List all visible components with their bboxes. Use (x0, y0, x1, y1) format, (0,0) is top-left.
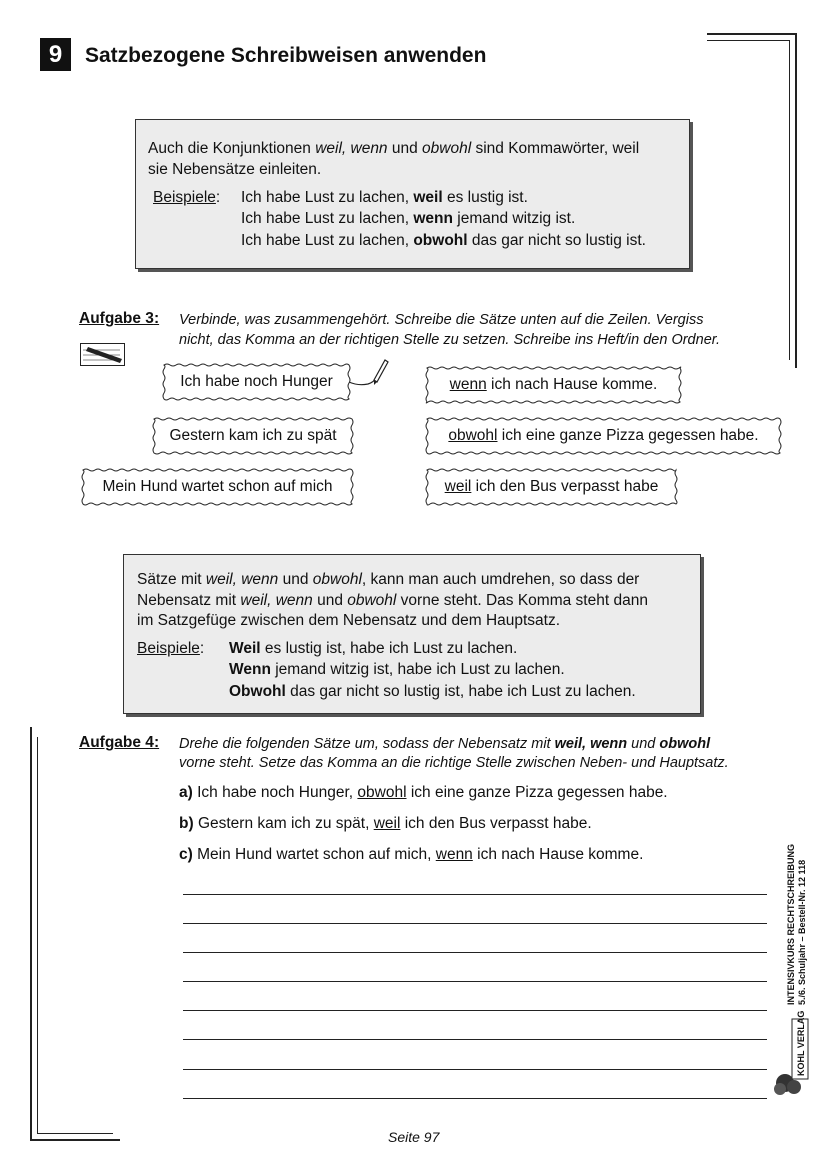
info1-line1: Auch die Konjunktionen weil, wenn und obwohl sind Kommawörter, weil (148, 140, 640, 157)
pencil-icon (348, 356, 390, 390)
phrase-right-2[interactable]: obwohl ich eine ganze Pizza gegessen habe. (424, 416, 783, 456)
task4-item-b: b) Gestern kam ich zu spät, weil ich den Bus verpasst habe. (179, 815, 592, 832)
info1-example-2: Ich habe Lust zu lachen, wenn jemand witzig ist. (241, 210, 576, 227)
publisher-logo-text: KOHL VERLAG (796, 1010, 806, 1076)
info2-line1: Sätze mit weil, wenn und obwohl, kann man auch umdrehen, so dass der (137, 571, 640, 588)
frame-line-bottom-inner (37, 1133, 113, 1134)
writing-line-4[interactable] (183, 981, 767, 982)
info1-example-1: Ich habe Lust zu lachen, weil es lustig ist. (241, 189, 528, 206)
phrase-right-3[interactable]: weil ich den Bus verpasst habe (424, 467, 679, 507)
publisher-logo (772, 1015, 812, 1095)
writing-line-2[interactable] (183, 923, 767, 924)
info2-line2: Nebensatz mit weil, wenn und obwohl vorne steht. Das Komma steht dann (137, 592, 648, 609)
side-series-title: INTENSIVKURS RECHTSCHREIBUNG (786, 843, 796, 1005)
phrase-right-1[interactable]: wenn ich nach Hause komme. (424, 365, 683, 405)
phrase-left-3[interactable]: Mein Hund wartet schon auf mich (80, 467, 355, 507)
task4-item-a: a) Ich habe noch Hunger, obwohl ich eine ganze Pizza gegessen habe. (179, 784, 668, 801)
frame-line-left (30, 727, 32, 1140)
task4-instruction-line2: vorne steht. Setze das Komma an die richtige Stelle zwischen Neben- und Hauptsatz. (179, 755, 729, 771)
side-grade-order: 5./6. Schuljahr – Bestell-Nr. 12 118 (797, 859, 807, 1005)
info2-example-1: Weil es lustig ist, habe ich Lust zu lachen. (229, 640, 518, 657)
frame-line-right (795, 33, 797, 368)
frame-line-top-right (707, 33, 796, 35)
writing-line-1[interactable] (183, 894, 767, 895)
info2-example-2: Wenn jemand witzig ist, habe ich Lust zu lachen. (229, 661, 565, 678)
writing-line-7[interactable] (183, 1069, 767, 1070)
task3-label: Aufgabe 3: (79, 310, 160, 327)
writing-line-5[interactable] (183, 1010, 767, 1011)
frame-line-top-right-inner (707, 40, 789, 41)
frame-line-left-inner (37, 737, 38, 1133)
task4-instruction-line1: Drehe die folgenden Sätze um, sodass der Nebensatz mit weil, wenn und obwohl (179, 736, 711, 752)
writing-line-3[interactable] (183, 952, 767, 953)
task4-label: Aufgabe 4: (79, 734, 160, 751)
info1-example-3: Ich habe Lust zu lachen, obwohl das gar nicht so lustig ist. (241, 232, 646, 249)
frame-line-right-inner (789, 40, 790, 360)
info1-line2: sie Nebensätze einleiten. (148, 161, 322, 178)
phrase-left-1[interactable]: Ich habe noch Hunger (161, 362, 352, 402)
info2-example-3: Obwohl das gar nicht so lustig ist, habe ich Lust zu lachen. (229, 683, 636, 700)
page-number: Seite 97 (388, 1129, 440, 1145)
frame-line-bottom (30, 1139, 120, 1141)
task4-item-c: c) Mein Hund wartet schon auf mich, wenn ich nach Hause komme. (179, 846, 644, 863)
info2-examples-label: Beispiele: (137, 640, 205, 657)
chapter-number: 9 (40, 38, 71, 71)
task3-instruction-line1: Verbinde, was zusammengehört. Schreibe die Sätze unten auf die Zeilen. Vergiss (179, 312, 704, 328)
writing-line-8[interactable] (183, 1098, 767, 1099)
notebook-icon (80, 343, 125, 366)
chapter-title: Satzbezogene Schreibweisen anwenden (85, 44, 487, 67)
writing-line-6[interactable] (183, 1039, 767, 1040)
info1-examples-label: Beispiele: (153, 189, 221, 206)
info2-line3: im Satzgefüge zwischen dem Nebensatz und dem Hauptsatz. (137, 612, 561, 629)
phrase-left-2[interactable]: Gestern kam ich zu spät (151, 416, 355, 456)
task3-instruction-line2: nicht, das Komma an der richtigen Stelle zu setzen. Schreibe ins Heft/in den Ordner. (179, 332, 721, 348)
